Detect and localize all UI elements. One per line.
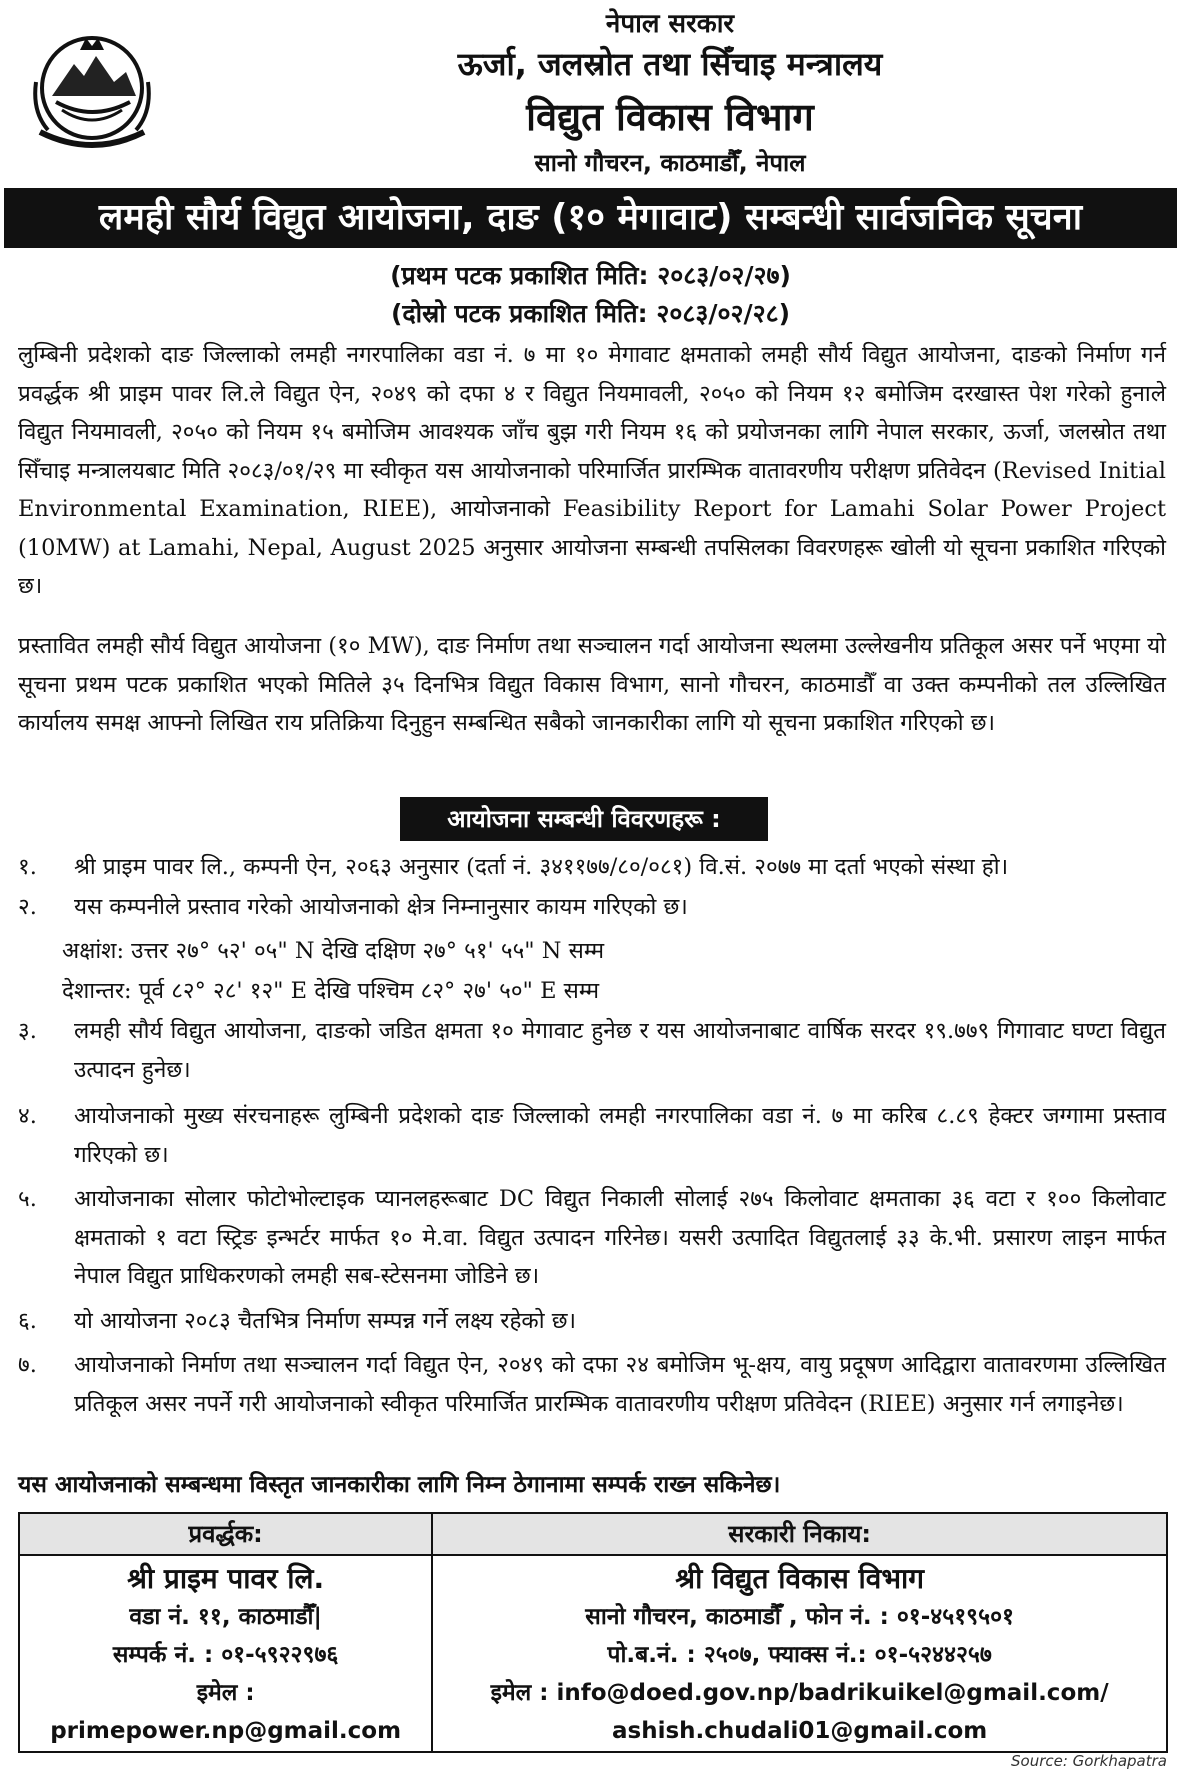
source-credit: Source: Gorkhapatra (1011, 1752, 1167, 1770)
promoter-cell (19, 1555, 432, 1752)
list-item (18, 888, 1166, 927)
list-item (18, 848, 1166, 887)
item-number: ५. (18, 1186, 37, 1212)
list-item (18, 1097, 1166, 1174)
promoter-name: श्री प्राइम पावर लि. (127, 1562, 325, 1595)
nepal-govt-emblem-icon (22, 22, 162, 162)
item-number: ४. (18, 1103, 37, 1129)
department-address: सानो गौचरन, काठमाडौँ, नेपाल (534, 149, 806, 177)
section-title: आयोजना सम्बन्धी विवरणहरू : (400, 797, 768, 841)
item-number: १. (18, 854, 37, 880)
promoter-address: वडा नं. ११, काठमाडौँ| (129, 1604, 322, 1630)
objection-paragraph: प्रस्तावित लमही सौर्य विद्युत आयोजना (१० MW), दाङ निर्माण तथा सञ्चालन गर्दा आयोजना स्थलमा उल्लेखनीय प्रतिकूल असर पर्ने भएमा यो सूचना प्रथम पटक प्रकाशित भएको मितिले ३५ दिनभित्र विद्युत विकास विभाग, सानो गौचरन, काठमाडौँ वा उक्त कम्पनीको तल उल्लिखित कार्यालय समक्ष आफ्नो लिखित राय प्रतिक्रिया दिनुहुन सम्बन्धित सबैको जानकारीका लागि यो सूचना प्रकाशित गरिएको छ। (18, 633, 1166, 736)
government-name: श्री विद्युत विकास विभाग (675, 1562, 925, 1595)
government-address-phone: सानो गौचरन, काठमाडौँ , फोन नं. : ०१-४५१९५०१ (585, 1604, 1014, 1630)
contact-table (18, 1512, 1168, 1753)
list-item (18, 1012, 1166, 1089)
list-item (18, 1180, 1166, 1296)
ministry-name: ऊर्जा, जलस्रोत तथा सिँचाइ मन्त्रालय (457, 45, 883, 83)
item-number: २. (18, 894, 37, 920)
intro-paragraph: लुम्बिनी प्रदेशको दाङ जिल्लाको लमही नगरपालिका वडा नं. ७ मा १० मेगावाट क्षमताको लमही सौर्य विद्युत आयोजना, दाङको निर्माण गर्न प्रवर्द्धक श्री प्राइम पावर लि.ले विद्युत ऐन, २०४९ को दफा ४ र विद्युत नियमावली, २०५० को नियम १२ बमोजिम दरखास्त पेश गरेको हुनाले विद्युत नियमावली, २०५० को नियम १५ बमोजिम आवश्यक जाँच बुझ गरी नियम १६ को प्रयोजनका लागि नेपाल सरकार, ऊर्जा, जलस्रोत तथा सिँचाइ मन्त्रालयबाट मिति २०८३/०१/२९ मा स्वीकृत यस आयोजनाको परिमार्जित प्रारम्भिक वातावरणीय परीक्षण प्रतिवेदन (Revised Initial Environmental Examination, RIEE), आयोजनाको Feasibility Report for Lamahi Solar Power Project (10MW) at Lamahi, Nepal, August 2025 अनुसार आयोजना सम्बन्धी तपसिलका विवरणहरू खोली यो सूचना प्रकाशित गरिएको छ। (18, 342, 1166, 599)
item-number: ३. (18, 1018, 37, 1044)
item-text: यस कम्पनीले प्रस्ताव गरेको आयोजनाको क्षेत्र निम्नानुसार कायम गरिएको छ। (74, 894, 688, 920)
second-publish-date: (दोस्रो पटक प्रकाशित मिति: २०८३/०२/२८) (390, 299, 791, 328)
item-text: श्री प्राइम पावर लि., कम्पनी ऐन, २०६३ अनुसार (दर्ता नं. ३४११७७/८०/०८१) वि.सं. २०७७ मा दर्ता भएको संस्था हो। (74, 854, 1009, 880)
item-number: ६. (18, 1308, 37, 1334)
longitude-range: देशान्तर: पूर्व ८२° २८' १२" E देखि पश्चिम ८२° २७' ५०" E सम्म (62, 978, 600, 1004)
government-email: इमेल : info@doed.gov.np/badrikuikel@gmail.com/ (490, 1680, 1109, 1706)
government-heading: सरकारी निकाय: (432, 1513, 1167, 1555)
item-text: आयोजनाको मुख्य संरचनाहरू लुम्बिनी प्रदेशको दाङ जिल्लाको लमही नगरपालिका वडा नं. ७ मा करिब ८.८९ हेक्टर जग्गामा प्रस्ताव गरिएको छ। (74, 1103, 1166, 1168)
latitude-range: अक्षांश: उत्तर २७° ५२' ०५" N देखि दक्षिण २७° ५१' ५५" N सम्म (62, 938, 605, 964)
promoter-email: इमेल : primepower.np@gmail.com (50, 1680, 402, 1744)
list-item (18, 1302, 1166, 1341)
item-text: आयोजनाका सोलार फोटोभोल्टाइक प्यानलहरूबाट DC विद्युत निकाली सोलाई २७५ किलोवाट क्षमताका ३६ वटा र १०० किलोवाट क्षमताको १ वटा स्ट्रिङ इन्भर्टर मार्फत १० मे.वा. विद्युत उत्पादन गरिनेछ। यसरी उत्पादित विद्युतलाई ३३ के.भी. प्रसारण लाइन मार्फत नेपाल विद्युत प्राधिकरणको लमही सब-स्टेसनमा जोडिने छ। (74, 1186, 1166, 1289)
contact-intro: यस आयोजनाको सम्बन्धमा विस्तृत जानकारीका लागि निम्न ठेगानामा सम्पर्क राख्न सकिनेछ। (18, 1472, 781, 1498)
first-publish-date: (प्रथम पटक प्रकाशित मिति: २०८३/०२/२७) (390, 261, 791, 290)
government-po-fax: पो.ब.नं. : २५०७, फ्याक्स नं.: ०१-५२४४२५७ (607, 1642, 992, 1668)
item-text: यो आयोजना २०८३ चैतभित्र निर्माण सम्पन्न गर्ने लक्ष्य रहेको छ। (74, 1308, 576, 1334)
promoter-heading: प्रवर्द्धक: (19, 1513, 432, 1555)
list-item (18, 1346, 1166, 1423)
govt-line: नेपाल सरकार (605, 9, 735, 39)
item-text: आयोजनाको निर्माण तथा सञ्चालन गर्दा विद्युत ऐन, २०४९ को दफा २४ बमोजिम भू-क्षय, वायु प्रदूषण आदिद्वारा वातावरणमा उल्लिखित प्रतिकूल असर नपर्ने गरी आयोजनाको स्वीकृत परिमार्जित प्रारम्भिक वातावरणीय परीक्षण प्रतिवेदन (RIEE) अनुसार गर्न लगाइनेछ। (74, 1352, 1166, 1417)
promoter-phone: सम्पर्क नं. : ०१-५९२२९७६ (112, 1642, 339, 1668)
notice-title: लमही सौर्य विद्युत आयोजना, दाङ (१० मेगावाट) सम्बन्धी सार्वजनिक सूचना (4, 188, 1177, 248)
government-email-2: ashish.chudali01@gmail.com (611, 1718, 988, 1744)
government-cell (432, 1555, 1167, 1752)
item-text: लमही सौर्य विद्युत आयोजना, दाङको जडित क्षमता १० मेगावाट हुनेछ र यस आयोजनाबाट वार्षिक सरदर १९.७७९ गिगावाट घण्टा विद्युत उत्पादन हुनेछ। (74, 1018, 1166, 1083)
item-number: ७. (18, 1352, 37, 1378)
department-name: विद्युत विकास विभाग (526, 95, 814, 139)
